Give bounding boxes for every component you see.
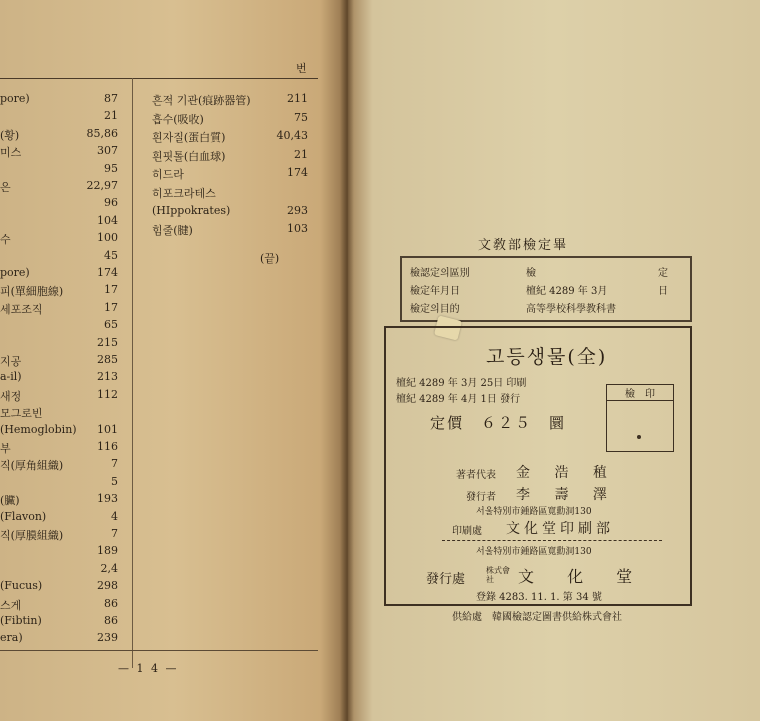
index-page-ref: 86 <box>104 596 118 610</box>
publishing-house-label: 發行處 <box>426 572 466 587</box>
index-entry <box>0 370 118 383</box>
index-entry <box>0 231 118 247</box>
index-entry <box>0 127 118 143</box>
index-entry <box>0 92 118 105</box>
index-page-ref: 307 <box>97 144 118 158</box>
index-page-ref: 5 <box>111 474 118 488</box>
seal-mark-icon <box>637 435 641 439</box>
author-name: 金 浩 稙 <box>516 465 617 481</box>
index-page-ref: 285 <box>97 353 118 366</box>
approval-stamp-title: 文敎部檢定畢 <box>478 238 569 253</box>
index-term: 은 <box>0 181 11 194</box>
index-term: 수 <box>0 233 11 247</box>
index-page-ref: 103 <box>287 222 308 236</box>
index-term: 흰자질(蛋白質) <box>152 131 226 145</box>
index-page-ref: 293 <box>287 203 308 217</box>
index-page-ref: 174 <box>287 166 308 180</box>
index-page-ref: 189 <box>97 544 118 558</box>
index-term: 지공 <box>0 355 22 368</box>
printer-name: 文化堂印刷部 <box>506 521 614 537</box>
cert-extra: 日 <box>658 286 668 297</box>
index-entry <box>0 353 118 369</box>
index-page-ref: 7 <box>111 527 118 540</box>
printer-address: 서울特別市鍾路區寬勳洞130 <box>476 507 592 517</box>
index-page-ref: 100 <box>97 231 118 245</box>
index-page-ref: 65 <box>104 318 118 332</box>
index-entry <box>0 510 118 523</box>
index-entry <box>152 148 308 164</box>
index-entry <box>0 614 118 627</box>
index-entry <box>0 597 118 613</box>
index-entry <box>0 283 118 299</box>
index-entry <box>0 162 118 175</box>
index-term: a-il) <box>0 370 22 384</box>
index-page-ref: 40,43 <box>276 129 308 143</box>
publisher-label: 發行者 <box>466 492 496 503</box>
index-page-ref: 101 <box>97 422 118 436</box>
index-entry <box>0 196 118 209</box>
index-page-ref: 96 <box>104 196 118 210</box>
colophon-page <box>348 0 760 721</box>
dash-divider <box>442 540 662 541</box>
publishing-house-name: 文 化 堂 <box>518 567 647 586</box>
index-entry <box>0 249 118 262</box>
index-entry <box>0 318 118 331</box>
index-page-ref: 17 <box>104 283 118 297</box>
index-page-ref: 85,86 <box>86 126 118 140</box>
seal-box <box>606 384 674 452</box>
column-divider <box>132 78 133 668</box>
index-term: 히드라 <box>152 168 184 182</box>
index-term: 힘줄(腱) <box>152 224 193 238</box>
index-entry <box>0 475 118 488</box>
print-date: 檀紀 4289 年 3月 25日 印刷 <box>396 378 527 389</box>
index-page-ref: 215 <box>97 335 118 349</box>
index-term: 직(厚膜組織) <box>0 529 64 542</box>
printer-label: 印刷處 <box>452 526 482 537</box>
index-term: 흡수(吸收) <box>152 112 204 126</box>
index-term: 스게 <box>0 598 22 612</box>
index-entry <box>152 166 308 182</box>
index-entry <box>0 301 118 317</box>
index-page-ref: 193 <box>97 492 118 506</box>
index-term: 직(厚角組織) <box>0 459 64 473</box>
index-term: 흰핏톨(白血球) <box>152 149 226 163</box>
distributor: 供給處 韓國檢認定圖書供給株式會社 <box>452 612 622 623</box>
index-page-ref: 211 <box>287 92 308 105</box>
company-type: 株式會社 <box>486 566 510 584</box>
index-entry <box>0 179 118 195</box>
index-page-ref: 17 <box>104 300 118 314</box>
imprint-box <box>384 326 692 606</box>
book-title: 고등생물(全) <box>486 346 608 368</box>
page-number: — 1 4 — <box>118 662 179 675</box>
index-page-ref: 87 <box>104 92 118 105</box>
index-page-ref: 104 <box>97 213 118 227</box>
index-page-ref: 21 <box>294 147 308 161</box>
index-page-ref: 2,4 <box>100 561 118 575</box>
index-term: 피(單細胞線) <box>0 285 64 299</box>
index-term: 세포조직 <box>0 302 43 316</box>
index-page <box>0 0 348 721</box>
index-page-ref: 21 <box>104 109 118 123</box>
index-page-ref: 174 <box>97 266 118 279</box>
index-page-ref: 298 <box>97 579 118 593</box>
index-term: 미스 <box>0 146 22 160</box>
index-term: era) <box>0 631 23 645</box>
author-label: 著者代表 <box>456 470 496 481</box>
index-page-ref: 4 <box>111 509 118 523</box>
cert-label: 檢定의目的 <box>410 304 460 315</box>
certification-box <box>400 256 692 322</box>
index-entry <box>0 266 118 279</box>
index-page-ref: 239 <box>97 631 118 645</box>
index-page-ref: 112 <box>97 387 118 401</box>
index-term: pore) <box>0 266 30 279</box>
index-page-ref: 75 <box>294 110 308 124</box>
index-entry <box>0 492 118 508</box>
index-entry <box>152 204 308 217</box>
cert-value: 高等學校科學教科書 <box>526 304 616 315</box>
index-page-ref: 95 <box>104 161 118 175</box>
index-page-ref: 22,97 <box>86 179 118 192</box>
index-entry <box>0 423 118 436</box>
index-term: (臟) <box>0 494 20 508</box>
index-page-ref: 116 <box>97 440 118 453</box>
cert-label: 檢認定의區別 <box>410 268 470 279</box>
index-entry <box>0 388 118 404</box>
index-term: (황) <box>0 128 20 142</box>
index-entry <box>0 579 118 592</box>
index-page-ref: 86 <box>104 614 118 627</box>
index-term: pore) <box>0 92 30 105</box>
index-entry <box>0 214 118 227</box>
index-entry <box>0 457 118 473</box>
index-term: (HIppokrates) <box>152 203 231 217</box>
publisher-address: 서울特別市鍾路區寬勳洞130 <box>476 547 592 557</box>
price: 定價 ６２５ 圜 <box>430 414 567 432</box>
index-entry <box>0 144 118 160</box>
index-page-ref: 45 <box>104 248 118 262</box>
index-entry <box>0 109 118 122</box>
index-entry <box>152 92 308 108</box>
index-term: (Hemoglobin) <box>0 422 77 436</box>
index-term: (Fucus) <box>0 579 43 593</box>
publisher-name: 李 壽 澤 <box>516 487 617 503</box>
cert-value: 檀紀 4289 年 3月 <box>526 286 608 297</box>
index-term: (Fibtin) <box>0 614 42 627</box>
index-term: 새정 <box>0 389 22 403</box>
index-page-ref: 7 <box>111 457 118 471</box>
index-entry <box>152 222 308 238</box>
index-entry <box>152 129 308 145</box>
index-term: 모그로빈 <box>0 407 43 421</box>
end-mark: (끝) <box>260 252 280 265</box>
header-mark: 번 <box>296 62 307 75</box>
cert-value: 檢 <box>526 268 536 279</box>
index-entry <box>152 185 308 201</box>
index-entry <box>0 631 118 644</box>
index-term: 흔적 기관(痕跡器管) <box>152 94 251 107</box>
footer-rule <box>0 650 318 651</box>
index-entry <box>0 440 118 456</box>
seal-label: 檢 印 <box>607 385 673 401</box>
index-entry <box>0 562 118 575</box>
index-term: 부 <box>0 442 11 455</box>
issue-date: 檀紀 4289 年 4月 1日 發行 <box>396 394 521 405</box>
index-entry <box>152 111 308 127</box>
index-entry <box>0 544 118 557</box>
cert-label: 檢定年月日 <box>410 286 460 297</box>
header-rule <box>0 78 318 79</box>
cert-extra: 定 <box>658 268 668 279</box>
index-term: 히포크라테스 <box>152 187 216 200</box>
index-entry <box>0 405 118 421</box>
book-gutter <box>340 0 354 721</box>
index-entry <box>0 527 118 543</box>
registration: 登錄 4283. 11. 1. 第 34 號 <box>476 592 602 603</box>
index-term: (Flavon) <box>0 509 47 523</box>
index-entry <box>0 336 118 349</box>
index-page-ref: 213 <box>97 370 118 384</box>
